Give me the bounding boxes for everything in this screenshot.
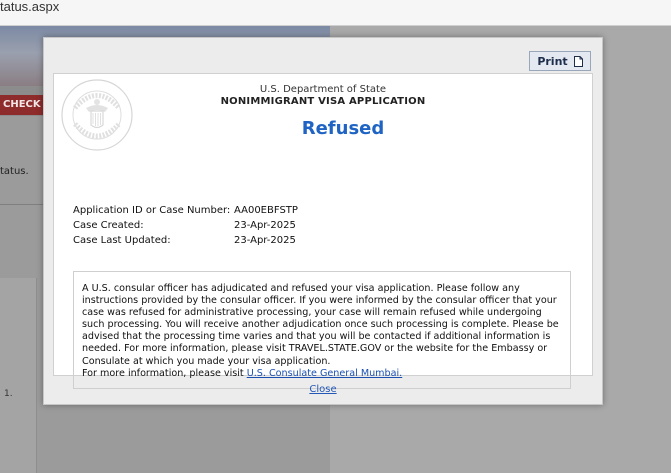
department-name: U.S. Department of State xyxy=(259,84,387,95)
background-box xyxy=(0,278,37,473)
case-info-row xyxy=(73,205,298,220)
consulate-link[interactable]: U.S. Consulate General Mumbai. xyxy=(246,367,403,379)
background-status-text: tatus. xyxy=(0,166,29,177)
case-info-row xyxy=(73,220,298,235)
field-value: AA00EBFSTP xyxy=(234,205,298,216)
document-icon xyxy=(574,56,583,67)
visa-status-dialog xyxy=(43,37,603,405)
field-value: 23-Apr-2025 xyxy=(234,220,296,231)
close-link[interactable]: Close xyxy=(309,384,337,395)
case-info-row xyxy=(73,235,298,250)
address-bar[interactable] xyxy=(0,0,671,26)
print-label: Print xyxy=(537,54,568,68)
field-label: Case Created: xyxy=(73,220,144,231)
field-value: 23-Apr-2025 xyxy=(234,235,296,246)
refusal-message-text: A U.S. consular officer has adjudicated and refused your visa application. Please follow any instructions provided by the consular officer. If you were informed by the consular officer that your case was refused for administrative processing, your case will remain refused while undergoing such processing. You will receive another adjudication once such processing is complete. Please be advised that the processing time varies and that you will be contacted if additional information is needed. For more information, please visit TRAVEL.STATE.GOV or the website for the Embassy or Consulate at which you made your visa application. xyxy=(82,283,559,367)
case-info xyxy=(73,205,298,250)
more-info-text: For more information, please visit xyxy=(82,367,247,379)
address-text: tatus.aspx xyxy=(0,0,60,14)
field-label: Case Last Updated: xyxy=(73,235,171,246)
application-title: NONIMMIGRANT VISA APPLICATION xyxy=(220,96,426,107)
background-check-button: CHECK xyxy=(0,95,44,115)
status-panel xyxy=(53,73,593,379)
field-label: Application ID or Case Number: xyxy=(73,205,231,216)
print-button[interactable] xyxy=(529,51,591,71)
background-list-number: 1. xyxy=(4,389,13,399)
refusal-message xyxy=(73,271,571,389)
status-heading: Refused xyxy=(301,118,385,139)
